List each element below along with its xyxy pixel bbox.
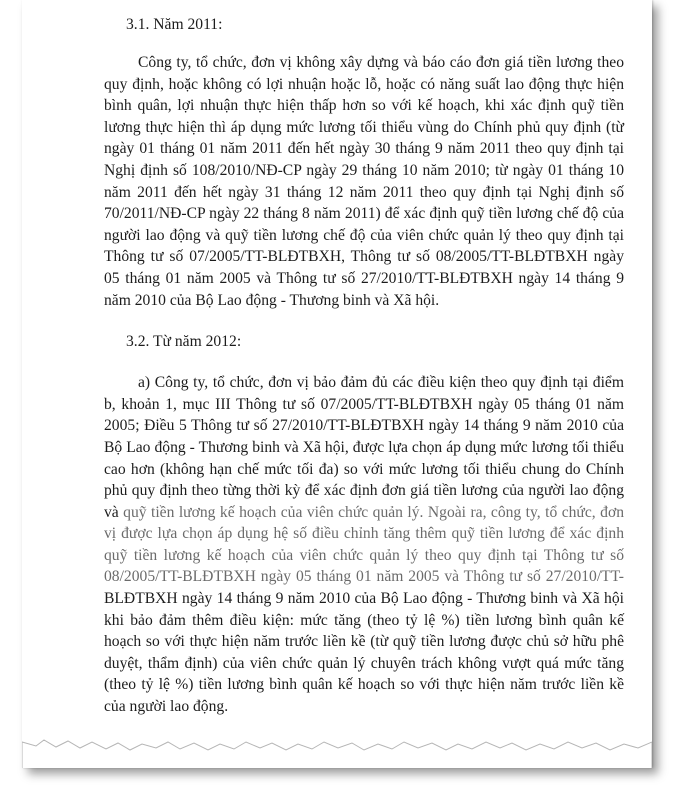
paragraph-text-end: BLĐTBXH ngày 14 tháng 9 năm 2010 của Bộ Lao động - Thương binh và Xã hội khi bảo đảm thêm điều kiện: mức tăng (theo tỷ lệ %) tiền lương bình quân kế hoạch so với thực hiện năm trước liền kề (từ quỹ tiền lương được chủ sở hữu phê duyệt, thẩm định) của viên chức quản lý chuyên trách không vượt quá mức tăng (theo tỷ lệ %) tiền lương bình quân kế hoạch so với thực hiện năm trước liền kề của người lao động.: [104, 590, 624, 716]
section-paragraph-2011: Công ty, tổ chức, đơn vị không xây dựng và báo cáo đơn giá tiền lương theo quy định, hoặc không có lợi nhuận hoặc lỗ, hoặc có năng suất lao động thực hiện bình quân, lợi nhuận thực hiện thấp hơn so với kế hoạch, khi xác định quỹ tiền lương thực hiện thì áp dụng mức lương tối thiểu vùng do Chính phủ quy định (từ ngày 01 tháng 01 năm 2011 đến hết ngày 30 tháng 9 năm 2011 theo quy định tại Nghị định số 108/2010/NĐ-CP ngày 29 tháng 10 năm 2010; từ ngày 01 tháng 10 năm 2011 đến hết ngày 31 tháng 12 năm 2011 theo quy định tại Nghị định số 70/2011/NĐ-CP ngày 22 tháng 8 năm 2011) để xác định quỹ tiền lương chế độ của người lao động và quỹ tiền lương chế độ của viên chức quản lý theo quy định tại Thông tư số 07/2005/TT-BLĐTBXH, Thông tư số 08/2005/TT-BLĐTBXH ngày 05 tháng 01 năm 2005 và Thông tư số 27/2010/TT-BLĐTBXH ngày 14 tháng 9 năm 2010 của Bộ Lao động - Thương binh và Xã hội.: [104, 54, 624, 309]
section-heading-2011: 3.1. Năm 2011:: [126, 16, 223, 33]
paragraph-text-faded: quỹ tiền lương kế hoạch của viên chức quản lý. Ngoài ra, công ty, tổ chức, đơn vị được lựa chọn áp dụng hệ số điều chỉnh tăng thêm quỹ tiền lương để xác định quỹ tiền lương kế hoạch của viên chức quản lý theo quy định tại Thông tư số 08/2005/TT-BLĐTBXH ngày 05 tháng 01 năm 2005 và Thông tư số 27/2010/TT-: [104, 503, 624, 586]
document-page: [22, 0, 652, 768]
section-heading-2012: 3.2. Từ năm 2012:: [126, 333, 242, 351]
torn-page-edge: [22, 732, 652, 768]
document-body: [104, 0, 624, 718]
section-paragraph-2012: [104, 372, 624, 718]
paragraph-text-start: a) Công ty, tổ chức, đơn vị bảo đảm đủ các điều kiện theo quy định tại điểm b, khoản 1, mục III Thông tư số 07/2005/TT-BLĐTBXH ngày 05 tháng 01 năm 2005; Điều 5 Thông tư số 27/2010/TT-BLĐTBXH ngày 14 tháng 9 năm 2010 của Bộ Lao động - Thương binh và Xã hội, được lựa chọn áp dụng mức lương tối thiểu cao hơn (không hạn chế mức tối đa) so với mức lương tối thiểu chung do Chính phủ quy định theo từng thời kỳ để xác định đơn giá tiền lương của người lao động và: [104, 374, 624, 521]
